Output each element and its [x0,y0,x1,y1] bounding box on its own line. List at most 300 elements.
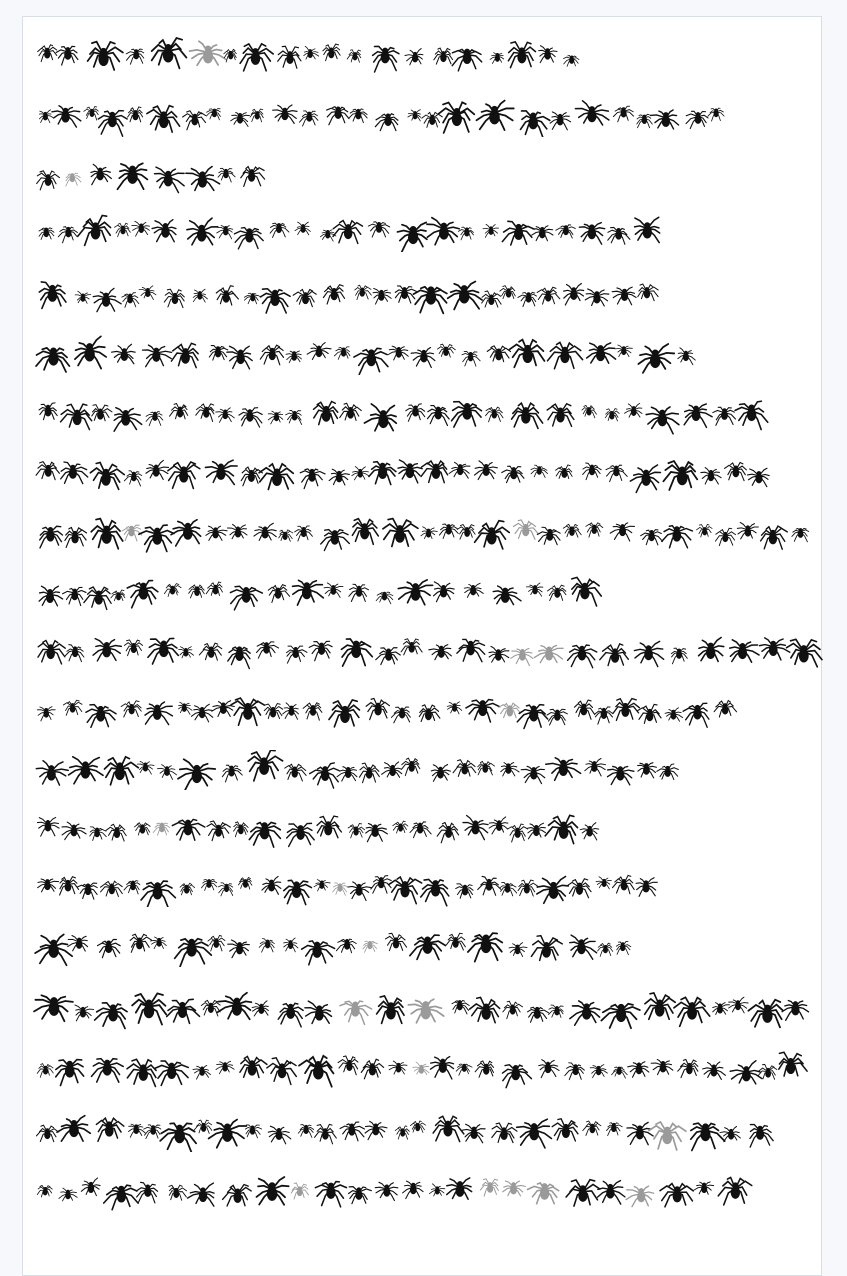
spider-glyph [446,933,465,950]
spider-glyph [521,766,545,783]
spider-glyph [321,530,350,551]
glyph-line [33,1050,823,1090]
spider-glyph [373,46,399,72]
spider-glyph [674,997,710,1026]
glyph-line [33,514,823,554]
spider-glyph [452,1000,469,1014]
spider-glyph [38,817,60,836]
spider-glyph [410,822,431,838]
spider-glyph [81,1178,100,1196]
spider-glyph [701,468,721,484]
spider-glyph [323,285,344,304]
spider-glyph [587,343,616,363]
spider-glyph [61,462,88,484]
glyph-line-drawing [33,574,823,614]
glyph-line-drawing [33,1112,823,1152]
glyph-line-drawing [33,395,823,435]
spider-glyph [56,1060,84,1086]
spider-glyph [37,1185,52,1197]
spider-glyph [227,346,252,369]
spider-glyph [478,876,501,895]
spider-glyph [364,404,396,431]
spider-glyph [434,582,455,602]
glyph-line [33,574,823,614]
spider-glyph [583,1121,601,1135]
spider-glyph [216,408,235,423]
glyph-lines [23,17,823,1267]
spider-glyph [298,1125,313,1138]
spider-glyph [531,465,548,477]
spider-glyph [285,764,306,781]
spider-glyph [634,641,663,666]
spider-glyph [244,293,261,304]
spider-glyph [86,705,116,728]
spider-glyph [101,881,123,896]
spider-glyph [683,703,709,727]
spider-glyph [401,639,422,655]
glyph-line-drawing [33,990,823,1030]
spider-glyph [314,401,338,424]
spider-glyph [141,881,175,907]
spider-glyph [228,647,250,669]
spider-glyph [456,884,473,898]
spider-glyph [612,1067,628,1078]
spider-glyph [388,346,408,360]
spider-glyph [748,1000,782,1028]
spider-glyph [245,1125,261,1138]
spider-glyph [429,645,452,660]
spider-glyph [532,226,553,241]
spider-glyph [179,647,194,658]
glyph-line [33,395,823,435]
spider-glyph [96,1118,123,1141]
spider-glyph [97,939,120,957]
spider-glyph [300,469,325,489]
spider-glyph [468,933,502,961]
spider-glyph [546,758,581,781]
spider-glyph [411,348,435,368]
spider-glyph [201,1000,220,1016]
spider-glyph [39,228,54,240]
spider-glyph [207,821,230,841]
glyph-line [33,1172,823,1212]
spider-glyph [408,999,443,1023]
spider-glyph [579,223,604,245]
spider-glyph [112,344,136,364]
spider-glyph [336,939,356,953]
spider-glyph [355,285,372,299]
spider-glyph [572,577,602,606]
spider-glyph [205,460,237,484]
spider-glyph [503,1181,526,1196]
spider-glyph [507,824,527,842]
spider-glyph [36,1125,58,1142]
spider-glyph [65,527,87,547]
spider-glyph [228,940,250,958]
spider-glyph [413,1062,429,1075]
spider-glyph [678,348,695,365]
spider-glyph [433,1116,464,1141]
spider-glyph [550,112,571,130]
glyph-line-drawing [33,97,823,137]
spider-glyph [268,411,283,424]
spider-glyph [660,1184,693,1207]
spider-glyph [144,1125,161,1139]
spider-glyph [452,49,482,71]
spider-glyph [641,530,663,545]
spider-glyph [98,111,127,137]
spider-glyph [352,466,369,479]
spider-glyph [38,640,65,663]
spider-glyph [39,282,66,308]
spider-glyph [421,879,449,905]
spider-glyph [122,293,139,308]
spider-glyph [377,996,404,1023]
spider-glyph [333,221,363,244]
spider-glyph [402,758,420,775]
spider-glyph [537,527,560,544]
spider-glyph [518,292,537,306]
spider-glyph [160,1123,196,1152]
spider-glyph [227,524,247,538]
spider-glyph [293,580,324,605]
spider-glyph [124,471,141,486]
spider-glyph [340,1122,364,1141]
spider-glyph [463,815,488,839]
spider-glyph [737,522,758,538]
spider-glyph [511,649,533,666]
spider-glyph [36,462,59,480]
spider-glyph [231,698,264,725]
glyph-line [33,454,823,494]
spider-glyph [212,701,235,717]
spider-glyph [635,217,660,242]
spider-glyph [37,1064,53,1078]
spider-glyph [478,761,495,775]
spider-glyph [610,523,634,541]
spider-glyph [730,1061,762,1084]
spider-glyph [62,822,86,840]
spider-glyph [347,50,361,63]
spider-glyph [613,106,633,122]
spider-glyph [217,225,233,238]
spider-glyph [499,703,521,718]
spider-glyph [537,287,560,304]
spider-glyph [240,1056,267,1077]
spider-glyph [34,995,73,1021]
spider-glyph [234,822,249,837]
spider-glyph [645,993,676,1019]
spider-glyph [348,824,365,838]
spider-glyph [309,641,332,660]
spider-glyph [708,108,724,121]
spider-glyph [779,1052,807,1076]
spider-glyph [612,287,636,305]
spider-glyph [217,993,251,1020]
spider-glyph [104,1185,138,1210]
spider-glyph [483,224,499,237]
spider-glyph [88,42,123,70]
glyph-line [33,335,823,375]
spider-glyph [545,815,577,843]
spider-glyph [500,882,517,895]
spider-glyph [363,941,378,952]
spider-glyph [124,640,142,656]
glyph-line-drawing [33,632,823,672]
glyph-line [33,990,823,1030]
glyph-line-drawing [33,212,823,252]
spider-glyph [456,1064,472,1075]
spider-glyph [56,46,78,65]
spider-glyph [92,1059,124,1082]
spider-glyph [337,767,357,781]
spider-glyph [121,701,141,717]
spider-glyph [60,877,79,895]
spider-glyph [637,114,653,127]
spider-glyph [241,467,262,486]
spider-glyph [735,401,768,429]
spider-glyph [585,758,606,776]
spider-glyph [340,403,362,420]
spider-glyph [302,941,335,965]
spider-glyph [638,284,658,301]
spider-glyph [126,49,144,64]
spider-glyph [509,943,527,957]
spider-glyph [580,823,599,840]
spider-glyph [171,343,198,367]
spider-glyph [134,823,150,835]
glyph-line [33,867,823,907]
spider-glyph [111,590,125,601]
spider-glyph [526,583,543,596]
spider-glyph [57,1116,90,1142]
spider-glyph [75,291,91,303]
spider-glyph [137,761,154,774]
spider-glyph [369,462,396,485]
spider-glyph [122,525,142,541]
spider-glyph [427,218,459,245]
spider-glyph [421,461,448,483]
spider-glyph [223,1185,252,1206]
spider-glyph [334,347,350,359]
spider-glyph [389,1061,407,1074]
spider-glyph [257,642,279,658]
spider-glyph [447,1178,472,1199]
spider-glyph [93,288,121,311]
specimen-page [22,16,822,1276]
spider-glyph [520,111,549,137]
spider-glyph [513,520,538,539]
spider-glyph [612,875,634,893]
spider-glyph [61,404,92,429]
glyph-line-drawing [33,37,823,77]
spider-glyph [547,709,567,725]
spider-glyph [366,824,388,842]
spider-glyph [37,707,55,721]
spider-glyph [389,877,422,904]
spider-glyph [421,527,437,539]
spider-glyph [534,646,563,663]
glyph-line [33,157,823,197]
spider-glyph [457,525,475,540]
spider-glyph [354,348,388,374]
spider-glyph [92,405,112,421]
spider-glyph [406,404,425,421]
spider-glyph [189,585,205,598]
spider-glyph [650,110,678,129]
spider-glyph [628,1062,649,1077]
spider-glyph [625,403,642,417]
spider-glyph [366,698,389,719]
spider-glyph [375,1182,398,1200]
spider-glyph [549,1005,564,1017]
spider-glyph [382,762,402,777]
spider-glyph [375,114,398,131]
spider-glyph [430,1057,453,1079]
spider-glyph [638,704,662,723]
spider-glyph [365,1121,387,1139]
glyph-line [33,277,823,317]
spider-glyph [187,1183,214,1206]
spider-glyph [231,112,250,126]
spider-glyph [583,463,601,480]
spider-glyph [489,817,508,834]
spider-glyph [299,1056,334,1087]
spider-glyph [77,883,97,899]
spider-glyph [486,407,504,422]
spider-glyph [63,587,86,605]
glyph-line-drawing [33,927,823,967]
spider-glyph [547,404,574,427]
spider-glyph [502,221,534,245]
spider-glyph [206,582,222,596]
spider-glyph [169,1185,187,1200]
spider-glyph [39,403,57,420]
spider-glyph [175,939,212,967]
spider-glyph [128,107,143,122]
spider-glyph [638,344,674,373]
spider-glyph [556,225,575,238]
spider-glyph [338,1056,358,1075]
spider-glyph [218,168,235,182]
spider-glyph [91,519,123,549]
spider-glyph [155,1061,188,1085]
spider-glyph [250,109,263,122]
spider-glyph [295,526,313,541]
glyph-line [33,750,823,790]
spider-glyph [419,705,440,722]
spider-glyph [646,407,679,434]
spider-glyph [341,639,372,666]
spider-glyph [315,1182,346,1207]
spider-glyph [663,461,697,490]
spider-glyph [252,1001,268,1016]
spider-glyph [75,336,106,368]
spider-glyph [547,585,566,600]
spider-glyph [475,461,498,480]
spider-glyph [462,1124,485,1143]
spider-glyph [601,1004,639,1028]
spider-glyph [167,999,200,1023]
spider-glyph [568,645,597,668]
spider-glyph [256,1177,288,1205]
spider-glyph [665,708,683,722]
spider-glyph [310,763,339,788]
spider-glyph [209,1120,247,1148]
spider-glyph [193,1065,211,1079]
spider-glyph [349,584,369,601]
spider-glyph [590,1065,607,1078]
spider-glyph [453,760,476,777]
spider-glyph [431,765,450,782]
spider-glyph [239,408,262,427]
spider-glyph [36,348,69,372]
spider-glyph [254,523,276,540]
spider-glyph [410,935,446,959]
spider-glyph [35,934,72,965]
spider-glyph [199,643,221,660]
glyph-line [33,37,823,77]
spider-glyph [509,340,544,368]
spider-glyph [782,1001,808,1021]
spider-glyph [437,823,458,843]
spider-glyph [512,403,543,428]
spider-glyph [170,403,188,418]
spider-glyph [651,1059,673,1074]
spider-glyph [146,412,163,426]
glyph-line-drawing [33,810,823,850]
spider-glyph [91,164,111,184]
spider-glyph [196,404,214,422]
spider-glyph [528,823,546,839]
spider-glyph [137,1182,158,1203]
spider-glyph [556,465,573,479]
spider-glyph [464,583,483,597]
spider-glyph [305,1001,332,1023]
spider-glyph [349,1187,372,1204]
glyph-line [33,692,823,732]
spider-glyph [566,1180,600,1207]
spider-glyph [230,586,262,610]
spider-glyph [662,526,693,548]
spider-glyph [206,526,227,540]
glyph-line-drawing [33,277,823,317]
spider-glyph [129,1124,146,1137]
spider-glyph [264,704,282,719]
spider-glyph [324,583,343,598]
glyph-line-drawing [33,867,823,907]
spider-glyph [383,519,418,547]
spider-glyph [327,107,349,125]
spider-glyph [63,700,82,715]
spider-glyph [268,1126,291,1144]
spider-glyph [95,1003,127,1029]
spider-glyph [500,286,515,299]
spider-glyph [408,110,421,121]
spider-glyph [537,876,568,903]
spider-glyph [241,167,265,187]
spider-glyph [340,1001,372,1024]
spider-glyph [678,1059,698,1077]
spider-glyph [403,1181,423,1198]
spider-glyph [307,343,331,360]
glyph-line-drawing [33,750,823,790]
spider-glyph [90,827,107,841]
spider-glyph [528,1007,549,1022]
spider-glyph [586,523,603,537]
spider-glyph [238,877,252,889]
glyph-line-drawing [33,514,823,554]
